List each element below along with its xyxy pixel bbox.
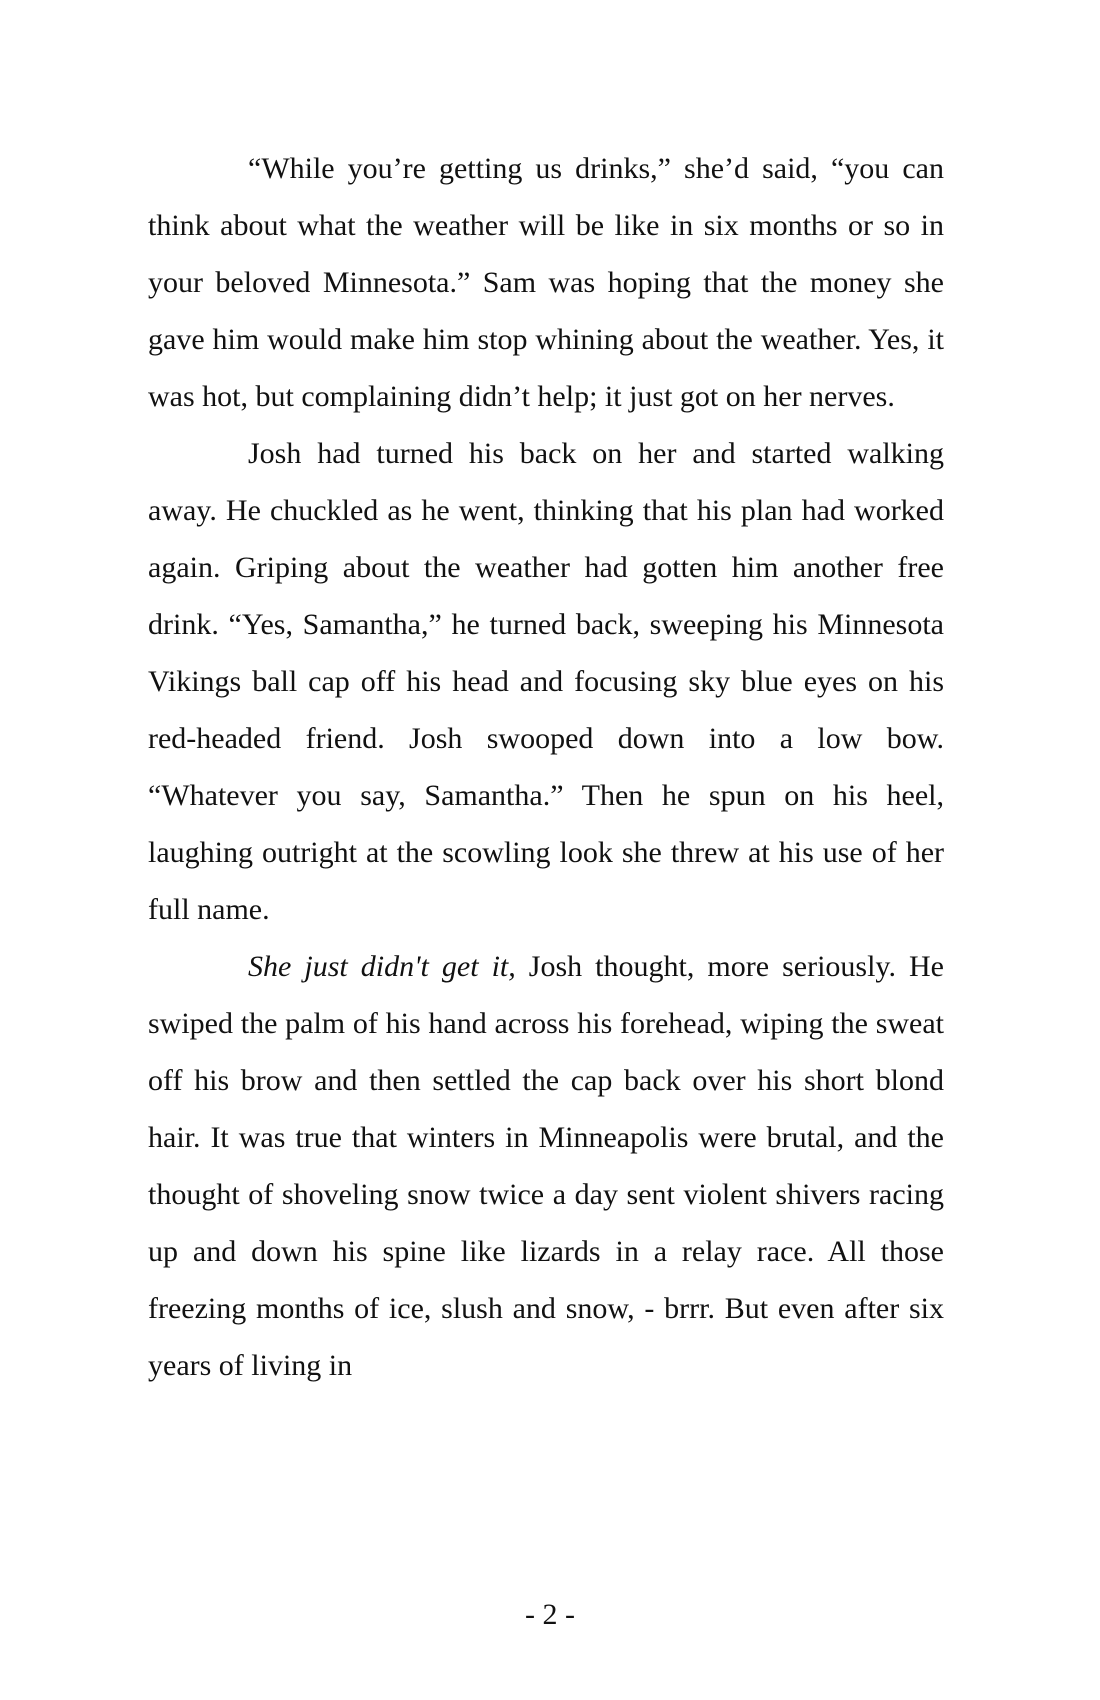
paragraph-3-text: Josh thought, more seriously. He swiped the palm of his hand across his forehead, wiping the sweat off his brow and then settled the cap back over his short blond hair. It was true that winters in Minneapolis were brutal, and the thought of shoveling snow twice a day sent violent shivers racing up and down his spine like lizards in a relay race. All those freezing months of ice, slush and snow, - brrr. But even after six years of living in <box>148 950 944 1382</box>
paragraph-2-text: Josh had turned his back on her and started walking away. He chuckled as he went, thinking that his plan had worked again. Griping about the weather had gotten him another free drink. “Yes, Samantha,” he turned back, sweeping his Minnesota Vikings ball cap off his head and focusing sky blue eyes on his red-headed friend. Josh swooped down into a low bow. “Whatever you say, Samantha.” Then he spun on his heel, laughing outright at the scowling look she threw at his use of her full name. <box>148 437 944 926</box>
paragraph-1 <box>148 140 944 425</box>
paragraph-3 <box>148 938 944 1394</box>
paragraph-1-text: “While you’re getting us drinks,” she’d said, “you can think about what the weather will be like in six months or so in your beloved Minnesota.” Sam was hoping that the money she gave him would make him stop whining about the weather. Yes, it was hot, but complaining didn’t help; it just got on her nerves. <box>148 152 944 413</box>
paragraph-2 <box>148 425 944 938</box>
paragraph-3-italic-lead: She just didn't get it, <box>248 950 516 983</box>
page-number: - 2 - <box>525 1598 575 1631</box>
body-text <box>148 140 944 1394</box>
